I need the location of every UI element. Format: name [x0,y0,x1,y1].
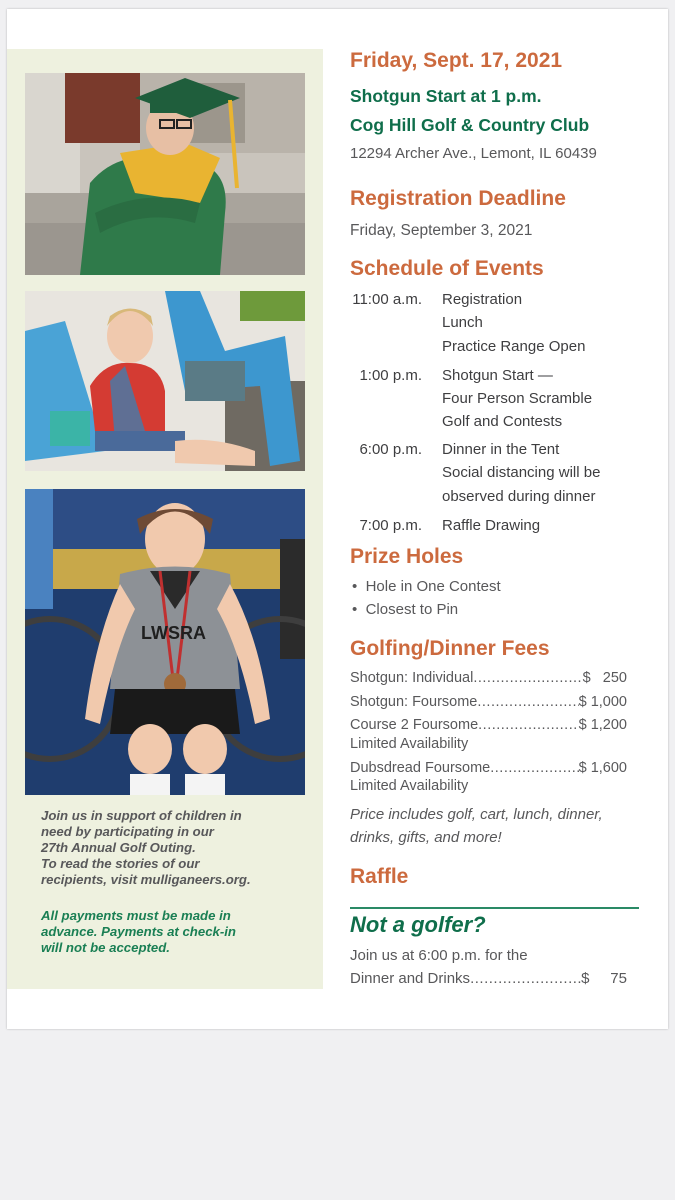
schedule-time: 6:00 p.m. [359,441,422,458]
schedule-line: observed during dinner [442,488,596,505]
event-date: Friday, Sept. 17, 2021 [350,49,563,72]
not-golfer-heading: Not a golfer? [350,912,486,937]
payment-line: All payments must be made in [41,908,231,923]
fee-row [350,694,627,710]
schedule-line: Four Person Scramble [442,390,593,407]
fee-row [350,717,627,733]
raffle-heading: Raffle [350,865,409,888]
section-divider [350,907,639,909]
dot-leader [473,670,582,686]
price-note-line: Price includes golf, cart, lunch, dinner, [350,806,603,823]
schedule-line: Shotgun Start — [442,367,553,384]
dot-leader [478,717,578,733]
schedule-line: Practice Range Open [442,338,586,355]
fee-label: Course 2 Foursome [350,717,479,733]
graduate-photo [25,73,305,275]
fee-row [350,760,627,776]
support-line: Join us in support of children in [41,808,242,823]
schedule-line: Raffle Drawing [442,517,541,534]
schedule-line: Golf and Contests [442,413,563,430]
schedule-line: Lunch [442,314,483,331]
schedule-time: 7:00 p.m. [359,517,422,534]
fee-value: $ 1,600 [578,760,627,776]
wheelchair-athlete-photo [25,489,305,795]
registration-date: Friday, September 3, 2021 [350,222,533,239]
start-time: Shotgun Start at 1 p.m. [350,86,542,106]
fees-heading: Golfing/Dinner Fees [350,637,550,660]
fee-label: Dinner and Drinks [350,970,471,987]
fee-label: Dubsdread Foursome [350,760,491,776]
fee-value: $ 1,000 [578,694,627,710]
dot-leader [477,694,578,710]
schedule-time: 11:00 a.m. [352,291,422,308]
availability-note: Limited Availability [350,778,469,794]
dot-leader [470,970,581,987]
payment-notice [41,908,299,956]
fee-label: Shotgun: Foursome [350,694,478,710]
venue-name: Cog Hill Golf & Country Club [350,115,590,135]
fee-row [350,670,627,686]
registration-heading: Registration Deadline [350,187,566,210]
not-golfer-line: Join us at 6:00 p.m. for the [350,947,528,964]
prize-heading: Prize Holes [350,545,464,568]
support-line: To read the stories of our [41,856,200,871]
dinner-fee-row [350,970,627,987]
prize-item: • Closest to Pin [352,601,459,618]
fee-value: $ 250 [582,670,627,686]
fee-label: Shotgun: Individual [350,670,474,686]
payment-line: advance. Payments at check-in [41,924,236,939]
payment-line: will not be accepted. [41,940,170,955]
availability-note: Limited Availability [350,736,469,752]
schedule-line: Social distancing will be [442,464,601,481]
schedule-heading: Schedule of Events [350,257,544,280]
price-note [350,803,645,849]
flyer-page [7,9,668,1029]
left-panel [7,49,323,989]
support-message [41,808,299,888]
prize-item: • Hole in One Contest [352,578,501,595]
jersey-text: LWSRA [141,623,206,643]
price-note-line: drinks, gifts, and more! [350,829,502,846]
schedule-line: Registration [442,291,523,308]
dot-leader [490,760,578,776]
venue-address: 12294 Archer Ave., Lemont, IL 60439 [350,145,597,162]
schedule-time: 1:00 p.m. [359,367,422,384]
schedule-line: Dinner in the Tent [442,441,560,458]
fee-value: $ 75 [581,970,627,987]
prize-item-label: Hole in One Contest [365,578,501,595]
girl-chair-photo [25,291,305,471]
support-line: 27th Annual Golf Outing. [41,840,196,855]
fee-value: $ 1,200 [578,717,627,733]
support-line: recipients, visit mulliganeers.org. [41,872,251,887]
prize-item-label: Closest to Pin [365,601,459,618]
support-line: need by participating in our [41,824,214,839]
